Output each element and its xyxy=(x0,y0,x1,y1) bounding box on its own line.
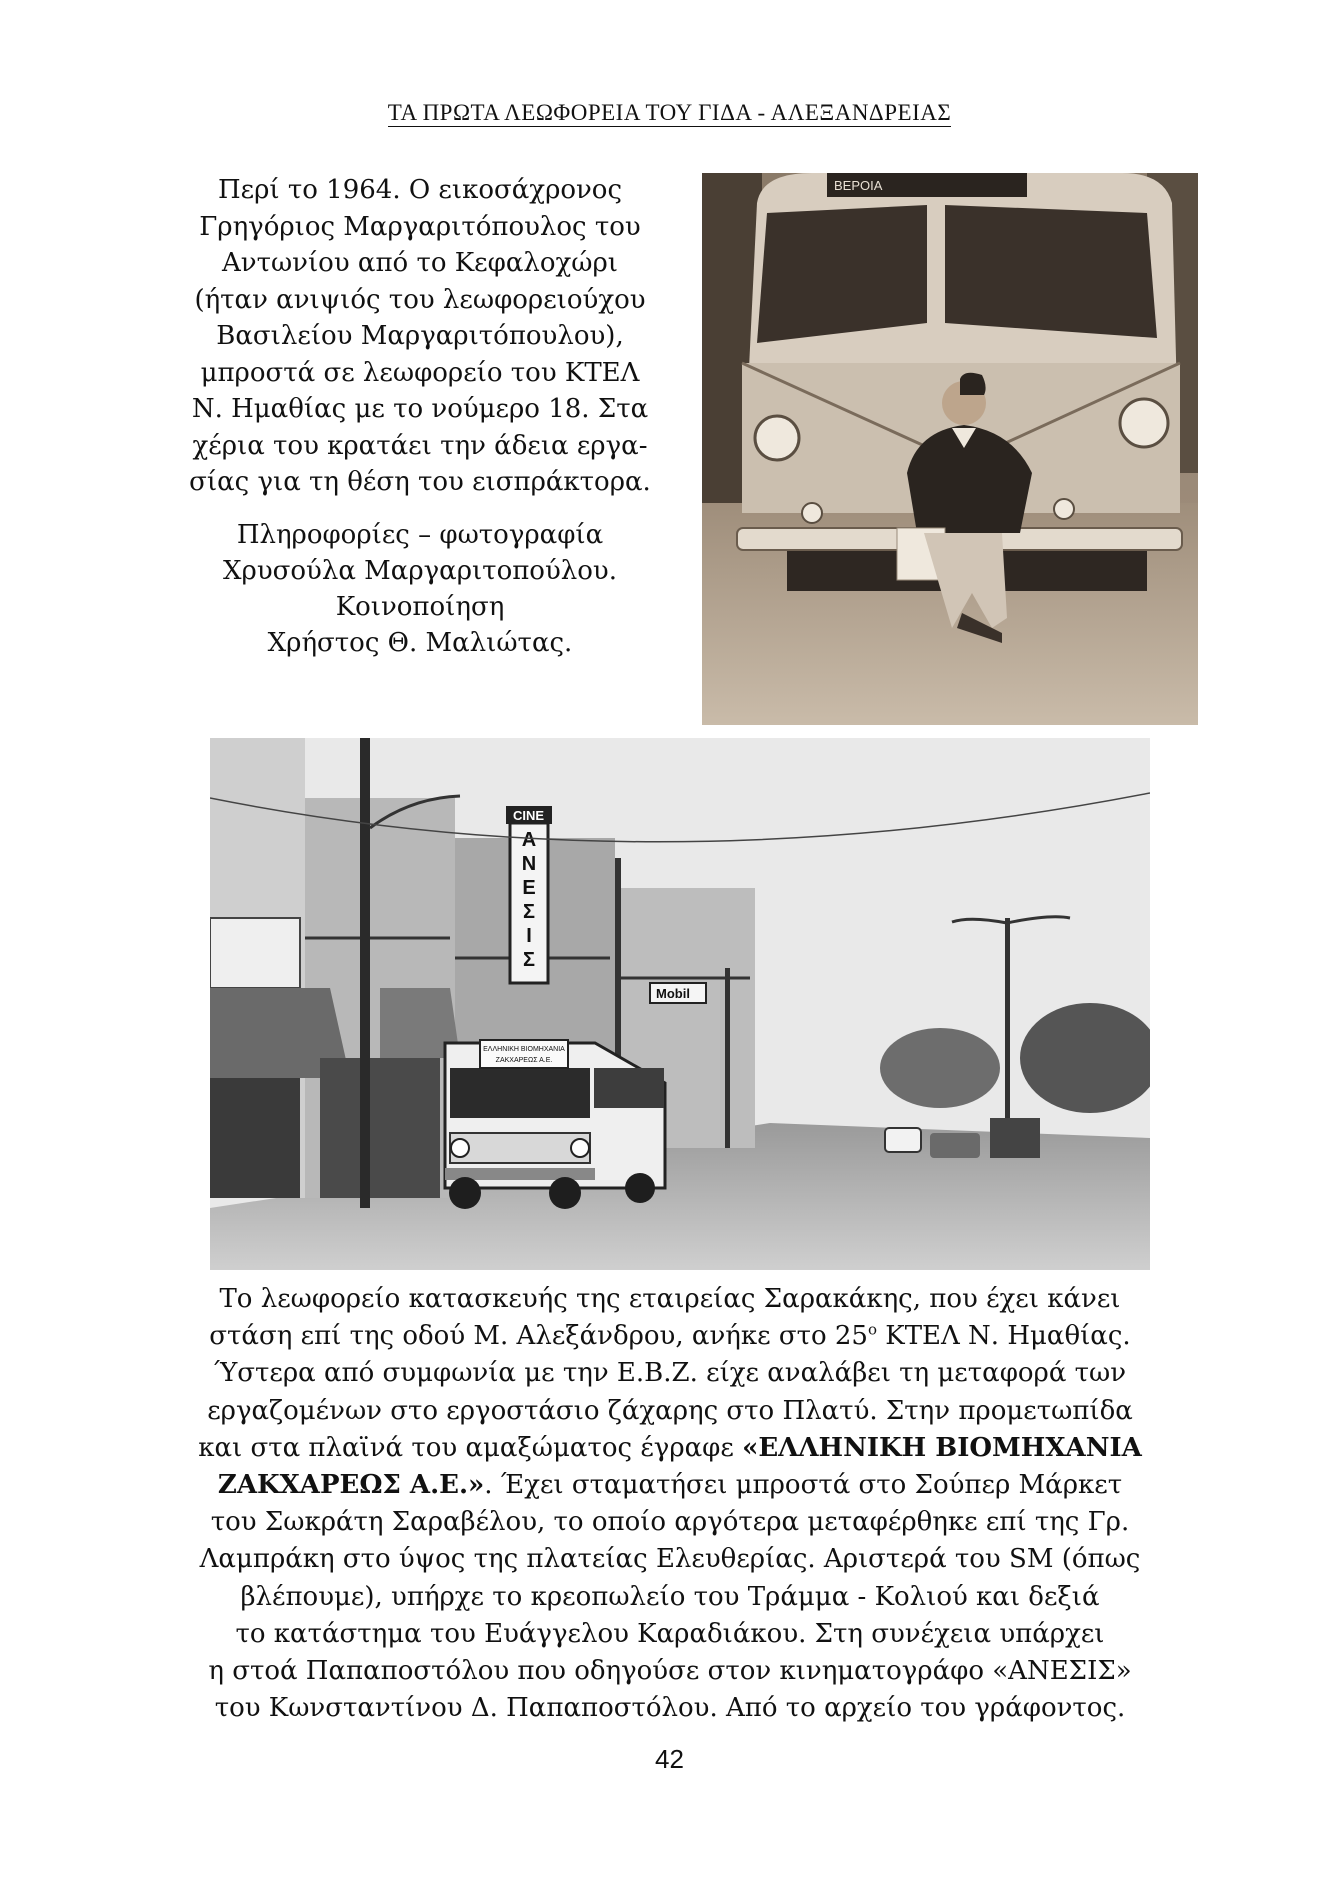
caption2-text: στάση επί της οδού Μ. Αλεξάνδρου, ανήκε στο 25 xyxy=(209,1321,868,1352)
cinema-sign-top: CINE xyxy=(513,808,545,823)
caption2-line: του Σωκράτη Σαραβέλου, το οποίο αργότερα μεταφέρθηκε επί της Γρ. xyxy=(210,1507,1130,1538)
caption2-line xyxy=(150,1430,1190,1467)
caption2-line: Ύστερα από συμφωνία με την Ε.Β.Ζ. είχε αναλάβει τη μεταφορά των xyxy=(213,1358,1127,1389)
mobil-sign-text: Mobil xyxy=(656,986,690,1001)
cinema-letter: Σ xyxy=(522,901,536,923)
caption2-line xyxy=(150,1467,1190,1504)
caption2-line xyxy=(150,1318,1190,1355)
credits-line: Πληροφορίες – φωτογραφία xyxy=(236,519,604,550)
credits-line: Χρήστος Θ. Μαλιώτας. xyxy=(267,627,573,658)
cinema-letter: Α xyxy=(521,829,537,851)
bus-portrait-image xyxy=(702,173,1198,725)
bus-sign-line2: ΖΑΚΧΑΡΕΩΣ Α.Ε. xyxy=(495,1057,553,1064)
caption2-bold: ΖΑΚΧΑΡΕΩΣ Α.Ε.» xyxy=(217,1470,485,1501)
street-bus-photo xyxy=(210,738,1150,1270)
caption2-line: του Κωνσταντίνου Δ. Παπαποστόλου. Από το αρχείο του γράφοντος. xyxy=(214,1693,1126,1724)
photo-credits xyxy=(160,517,680,661)
running-header xyxy=(0,100,1339,126)
cinema-letter: Ε xyxy=(522,877,536,899)
header-title: ΤΑ ΠΡΩΤΑ ΛΕΩΦΟΡΕΙΑ ΤΟΥ ΓΙΔΑ - ΑΛΕΞΑΝΔΡΕΙΑΣ xyxy=(387,100,952,125)
page-number: 42 xyxy=(655,1744,684,1774)
caption1-line: Ν. Ημαθίας με το νούμερο 18. Στα xyxy=(191,394,649,424)
cinema-letter: Ι xyxy=(526,925,532,947)
bus-sign-line1: ΕΛΛΗΝΙΚΗ ΒΙΟΜΗΧΑΝΙΑ xyxy=(483,1046,565,1053)
caption2-line: το κατάστημα του Ευάγγελου Καραδιάκου. Στη συνέχεια υπάρχει xyxy=(235,1618,1105,1649)
caption2-text: . Έχει σταματήσει μπροστά στο Σούπερ Μάρκετ xyxy=(484,1470,1123,1501)
caption2-text: και στα πλαϊνά του αμαξώματος έγραφε xyxy=(198,1432,743,1463)
street-scene-image xyxy=(210,738,1150,1270)
caption2-text: ΚΤΕΛ Ν. Ημαθίας. xyxy=(877,1321,1131,1352)
caption2-line: εργαζομένων στο εργοστάσιο ζάχαρης στο Πλατύ. Στην προμετωπίδα xyxy=(207,1395,1133,1426)
caption1-line: (ήταν ανιψιός του λεωφορειούχου xyxy=(194,284,646,315)
caption1-line: μπροστά σε λεωφορείο του ΚΤΕΛ xyxy=(200,357,640,388)
caption2-bold: «ΕΛΛΗΝΙΚΗ ΒΙΟΜΗΧΑΝΙΑ xyxy=(742,1432,1142,1463)
caption2-line: Το λεωφορείο κατασκευής της εταιρείας Σαρακάκης, που έχει κάνει xyxy=(219,1284,1121,1314)
caption1-line: Αντωνίου από το Κεφαλοχώρι xyxy=(222,248,618,278)
bus-portrait-photo xyxy=(702,173,1198,725)
cinema-letter: Ν xyxy=(521,853,537,875)
caption1-line: σίας για τη θέση του εισπράκτορα. xyxy=(189,467,651,497)
caption1-line: Βασιλείου Μαργαριτόπουλου), xyxy=(216,321,624,351)
cinema-letter: Σ xyxy=(522,949,536,971)
caption1-line: Περί το 1964. Ο εικοσάχρονος xyxy=(217,175,623,205)
caption1-line: Γρηγόριος Μαργαριτόπουλος του xyxy=(199,211,641,242)
credits-line: Κοινοποίηση xyxy=(335,591,505,622)
caption1-line: χέρια του κρατάει την άδεια εργα- xyxy=(192,430,648,461)
ordinal-superscript: ο xyxy=(867,1320,877,1339)
photo1-caption xyxy=(160,172,680,661)
destination-sign-text: ΒΕΡΟΙΑ xyxy=(834,178,883,193)
credits-line: Χρυσούλα Μαργαριτοπούλου. xyxy=(223,555,617,586)
photo2-caption xyxy=(150,1281,1190,1727)
caption2-line: βλέπουμε), υπήρχε το κρεοπωλείο του Τράμμα - Κολιού και δεξιά xyxy=(240,1581,1100,1612)
caption2-line: Λαμπράκη στο ύψος της πλατείας Ελευθερίας. Αριστερά του SM (όπως xyxy=(199,1544,1141,1575)
caption2-line: η στοά Παπαποστόλου που οδηγούσε στον κινηματογράφο «ΑΝΕΣΙΣ» xyxy=(208,1656,1132,1687)
